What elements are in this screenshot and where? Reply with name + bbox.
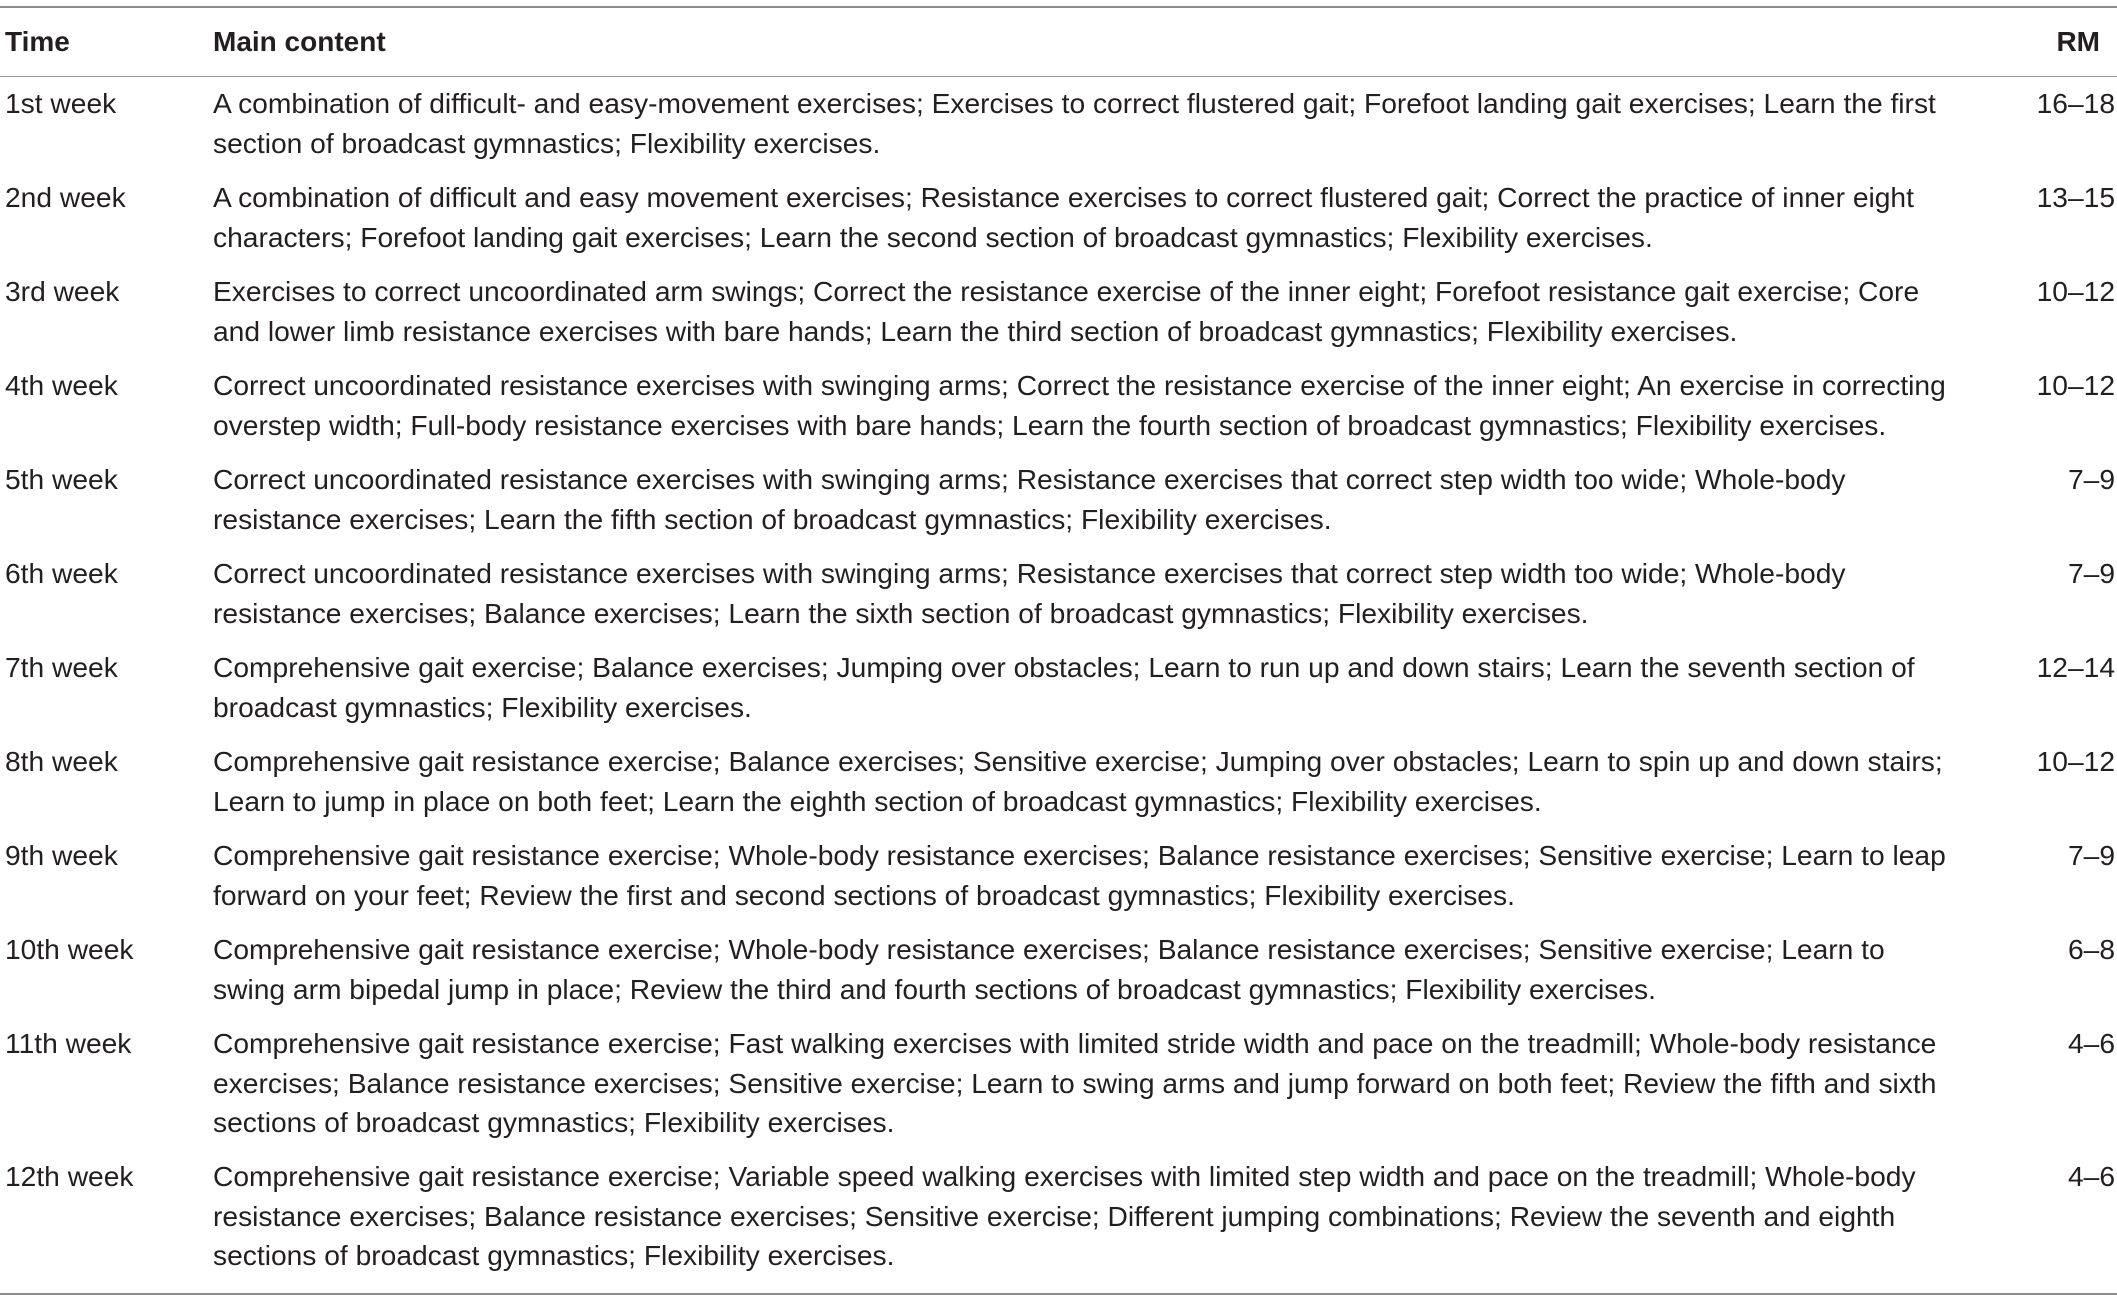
cell-time: 3rd week xyxy=(5,275,120,307)
cell-time: 9th week xyxy=(5,839,118,871)
table-row xyxy=(0,1150,2117,1294)
cell-main-content: Comprehensive gait resistance exercise; Variable speed walking exercises with limited step width and pace on the treadmill; Whole-body resistance exercises; Balance resistance exercises; Sensitive exercise; Different jumping combinations; Review the seventh and eighth sections of broadcast gymnastics; Flexibility exercises. xyxy=(213,1160,1916,1271)
table-row xyxy=(0,829,2117,923)
cell-rm: 16–18 xyxy=(2036,87,2115,119)
table-row xyxy=(0,453,2117,547)
cell-main-content: A combination of difficult and easy movement exercises; Resistance exercises to correct flustered gait; Correct the practice of inner eight characters; Forefoot landing gait exercises; Learn the second section of broadcast gymnastics; Flexibility exercises. xyxy=(213,181,1914,253)
cell-rm: 6–8 xyxy=(2067,933,2115,965)
cell-time: 6th week xyxy=(5,557,118,589)
header-rm: RM xyxy=(2056,26,2100,57)
cell-main-content: Comprehensive gait resistance exercise; Fast walking exercises with limited stride width and pace on the treadmill; Whole-body resistance exercises; Balance resistance exercises; Sensitive exercise; Learn to swing arms and jump forward on both feet; Review the fifth and sixth sections of broadcast gymnastics; Flexibility exercises. xyxy=(213,1027,1937,1138)
cell-rm: 12–14 xyxy=(2036,651,2115,683)
cell-main-content: Comprehensive gait resistance exercise; Balance exercises; Sensitive exercise; Jumping over obstacles; Learn to spin up and down stairs; Learn to jump in place on both feet; Learn the eighth section of broadcast gymnastics; Flexibility exercises. xyxy=(213,745,1943,817)
cell-rm: 4–6 xyxy=(2067,1160,2115,1192)
cell-time: 10th week xyxy=(5,933,134,965)
cell-rm: 10–12 xyxy=(2036,745,2115,777)
table-body xyxy=(0,77,2117,1295)
table-row xyxy=(0,171,2117,265)
cell-main-content: A combination of difficult- and easy-movement exercises; Exercises to correct flustered gait; Forefoot landing gait exercises; Learn the first section of broadcast gymnastics; Flexibility exercises. xyxy=(213,87,1936,159)
cell-time: 12th week xyxy=(5,1160,134,1192)
cell-main-content: Comprehensive gait resistance exercise; Whole-body resistance exercises; Balance resistance exercises; Sensitive exercise; Learn to swing arm bipedal jump in place; Review the third and fourth sections of broadcast gymnastics; Flexibility exercises. xyxy=(213,933,1885,1005)
table-row xyxy=(0,265,2117,359)
cell-time: 5th week xyxy=(5,463,118,495)
table-row xyxy=(0,359,2117,453)
table-header xyxy=(0,7,2117,77)
table-row xyxy=(0,923,2117,1017)
table-row xyxy=(0,547,2117,641)
cell-rm: 7–9 xyxy=(2067,839,2115,871)
table-row xyxy=(0,735,2117,829)
cell-main-content: Correct uncoordinated resistance exercises with swinging arms; Resistance exercises that correct step width too wide; Whole-body resistance exercises; Learn the fifth section of broadcast gymnastics; Flexibility exercises. xyxy=(213,463,1846,535)
cell-main-content: Comprehensive gait resistance exercise; Whole-body resistance exercises; Balance resistance exercises; Sensitive exercise; Learn to leap forward on your feet; Review the first and second sections of broadcast gymnastics; Flexibility exercises. xyxy=(213,839,1946,911)
cell-rm: 10–12 xyxy=(2036,275,2115,307)
cell-time: 8th week xyxy=(5,745,118,777)
training-schedule-table xyxy=(0,6,2117,1295)
cell-rm: 10–12 xyxy=(2036,369,2115,401)
table-row xyxy=(0,641,2117,735)
cell-time: 1st week xyxy=(5,87,117,119)
cell-main-content: Correct uncoordinated resistance exercises with swinging arms; Resistance exercises that correct step width too wide; Whole-body resistance exercises; Balance exercises; Learn the sixth section of broadcast gymnastics; Flexibility exercises. xyxy=(213,557,1846,629)
cell-rm: 13–15 xyxy=(2036,181,2115,213)
cell-main-content: Exercises to correct uncoordinated arm swings; Correct the resistance exercise of the inner eight; Forefoot resistance gait exercise; Core and lower limb resistance exercises with bare hands; Learn the third section of broadcast gymnastics; Flexibility exercises. xyxy=(213,275,1920,347)
cell-rm: 7–9 xyxy=(2067,557,2115,589)
cell-rm: 4–6 xyxy=(2067,1027,2115,1059)
cell-time: 4th week xyxy=(5,369,118,401)
table-row xyxy=(0,1017,2117,1150)
header-time: Time xyxy=(5,26,70,57)
cell-time: 2nd week xyxy=(5,181,126,213)
header-row xyxy=(0,7,2117,77)
cell-main-content: Correct uncoordinated resistance exercises with swinging arms; Correct the resistance exercise of the inner eight; An exercise in correcting overstep width; Full-body resistance exercises with bare hands; Learn the fourth section of broadcast gymnastics; Flexibility exercises. xyxy=(213,369,1946,441)
cell-main-content: Comprehensive gait exercise; Balance exercises; Jumping over obstacles; Learn to run up and down stairs; Learn the seventh section of broadcast gymnastics; Flexibility exercises. xyxy=(213,651,1915,723)
header-main-content: Main content xyxy=(213,26,386,57)
cell-rm: 7–9 xyxy=(2067,463,2115,495)
cell-time: 11th week xyxy=(5,1027,132,1059)
table-row xyxy=(0,77,2117,172)
cell-time: 7th week xyxy=(5,651,118,683)
